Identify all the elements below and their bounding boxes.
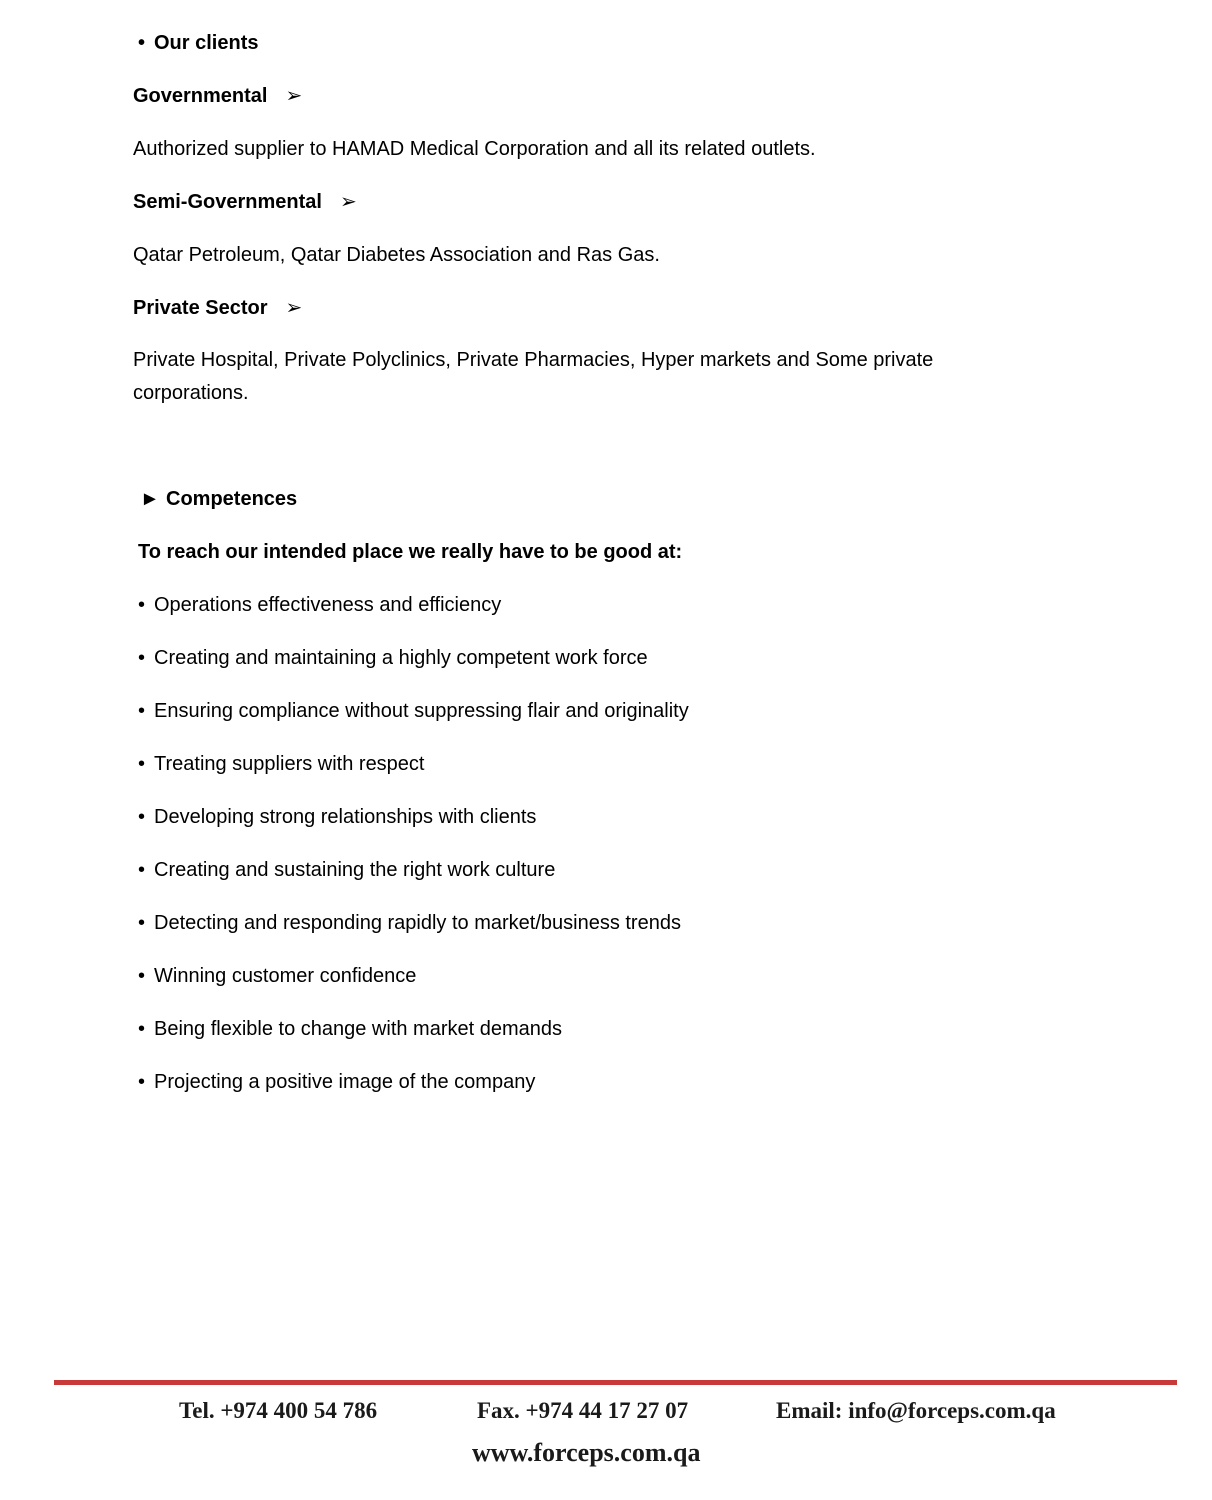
footer-tel: Tel. +974 400 54 786 bbox=[179, 1398, 378, 1423]
competences-intro: To reach our intended place we really have to be good at: bbox=[138, 541, 683, 563]
bullet-icon: • bbox=[138, 32, 146, 54]
competences-heading bbox=[140, 486, 297, 512]
list-item bbox=[138, 804, 536, 830]
bullet-icon: • bbox=[138, 700, 146, 722]
bullet-icon: • bbox=[138, 1071, 146, 1093]
bullet-icon: • bbox=[138, 859, 146, 881]
arrow-icon: ➢ bbox=[285, 85, 303, 107]
bullet-icon: • bbox=[138, 594, 146, 616]
list-item bbox=[138, 910, 681, 936]
triangle-right-icon: ► bbox=[140, 488, 160, 510]
arrow-icon: ➢ bbox=[339, 191, 357, 213]
footer-divider bbox=[54, 1380, 1177, 1385]
competences-heading-label: Competences bbox=[166, 488, 298, 510]
list-item bbox=[138, 751, 425, 777]
list-item-text: Detecting and responding rapidly to market/business trends bbox=[154, 912, 681, 934]
list-item bbox=[138, 698, 689, 724]
bullet-icon: • bbox=[138, 806, 146, 828]
client-group-title bbox=[133, 83, 302, 109]
client-group-label: Private Sector bbox=[133, 297, 268, 319]
list-item-text: Being flexible to change with market demands bbox=[154, 1018, 563, 1040]
footer-email[interactable]: Email: info@forceps.com.qa bbox=[776, 1398, 1056, 1423]
list-item-text: Ensuring compliance without suppressing flair and originality bbox=[154, 700, 689, 722]
bullet-icon: • bbox=[138, 1018, 146, 1040]
client-group-title bbox=[133, 295, 302, 321]
client-group-text: Authorized supplier to HAMAD Medical Corporation and all its related outlets. bbox=[133, 138, 816, 160]
bullet-icon: • bbox=[138, 647, 146, 669]
client-group-label: Governmental bbox=[133, 85, 268, 107]
list-item-text: Treating suppliers with respect bbox=[154, 753, 425, 775]
list-item-text: Creating and sustaining the right work culture bbox=[154, 859, 556, 881]
bullet-icon: • bbox=[138, 965, 146, 987]
list-item bbox=[138, 1016, 562, 1042]
client-group-label: Semi-Governmental bbox=[133, 191, 322, 213]
list-item-text: Projecting a positive image of the company bbox=[154, 1071, 536, 1093]
arrow-icon: ➢ bbox=[285, 297, 303, 319]
clients-heading bbox=[138, 30, 258, 56]
bullet-icon: • bbox=[138, 753, 146, 775]
client-group-text: Qatar Petroleum, Qatar Diabetes Association and Ras Gas. bbox=[133, 244, 660, 266]
list-item bbox=[138, 857, 555, 883]
clients-heading-label: Our clients bbox=[154, 32, 259, 54]
list-item bbox=[138, 1069, 535, 1095]
footer-fax: Fax. +974 44 17 27 07 bbox=[477, 1398, 689, 1423]
client-group-text: Private Hospital, Private Polyclinics, Private Pharmacies, Hyper markets and Some private corporations. bbox=[133, 349, 934, 404]
list-item-text: Creating and maintaining a highly competent work force bbox=[154, 647, 648, 669]
list-item-text: Developing strong relationships with clients bbox=[154, 806, 537, 828]
list-item-text: Winning customer confidence bbox=[154, 965, 417, 987]
bullet-icon: • bbox=[138, 912, 146, 934]
footer-website-link[interactable]: www.forceps.com.qa bbox=[472, 1438, 701, 1467]
list-item bbox=[138, 592, 501, 618]
list-item bbox=[138, 963, 416, 989]
list-item bbox=[138, 645, 648, 671]
list-item-text: Operations effectiveness and efficiency bbox=[154, 594, 502, 616]
client-group-title bbox=[133, 189, 357, 215]
